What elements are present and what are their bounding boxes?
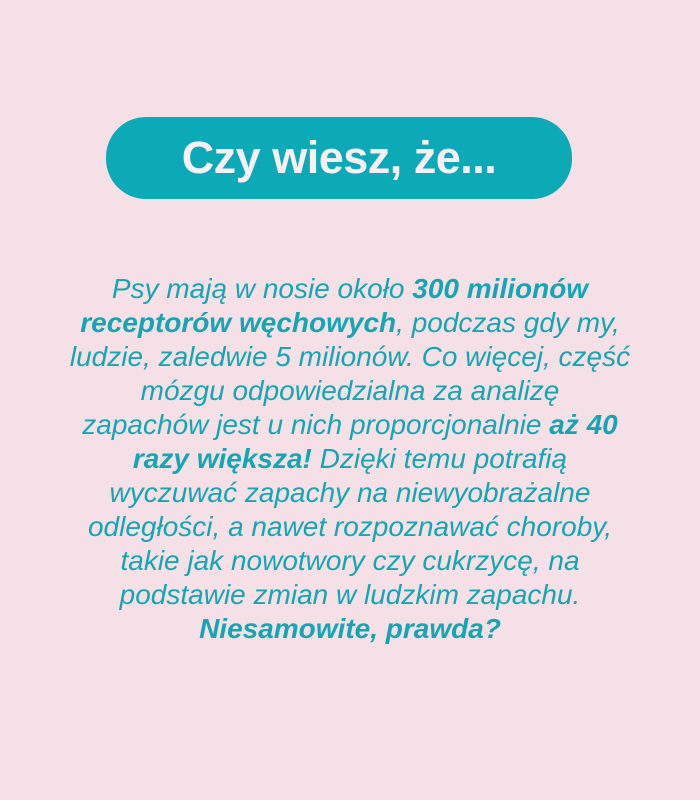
paragraph-line	[0, 374, 700, 408]
paragraph-segment: podstawie zmian w ludzkim zapachu.	[119, 579, 581, 610]
paragraph-segment-bold: aż 40	[549, 409, 618, 440]
paragraph-line	[0, 612, 700, 646]
paragraph-segment: wyczuwać zapachy na niewyobrażalne	[109, 477, 591, 508]
paragraph-line	[0, 272, 700, 306]
paragraph-segment: , podczas gdy my,	[396, 307, 620, 338]
paragraph-segment: mózgu odpowiedzialna za analizę	[140, 375, 560, 406]
paragraph-segment-bold: receptorów węchowych	[80, 307, 397, 338]
paragraph-line	[0, 476, 700, 510]
paragraph-line	[0, 578, 700, 612]
paragraph-segment: takie jak nowotwory czy cukrzycę, na	[120, 545, 580, 576]
fact-paragraph	[0, 272, 700, 646]
paragraph-segment-bold: Niesamowite, prawda?	[199, 613, 501, 644]
paragraph-line	[0, 408, 700, 442]
paragraph-line	[0, 306, 700, 340]
paragraph-segment-bold: 300 milionów	[412, 273, 589, 304]
title-badge-label: Czy wiesz, że...	[181, 132, 497, 183]
paragraph-segment-bold: razy większa!	[132, 443, 312, 474]
paragraph-line	[0, 510, 700, 544]
paragraph-segment: zapachów jest u nich proporcjonalnie	[82, 409, 550, 440]
paragraph-segment: Dzięki temu potrafią	[311, 443, 568, 474]
paragraph-line	[0, 544, 700, 578]
paragraph-segment: odległości, a nawet rozpoznawać choroby,	[87, 511, 612, 542]
title-badge	[106, 117, 572, 199]
paragraph-line	[0, 442, 700, 476]
paragraph-line	[0, 340, 700, 374]
paragraph-segment: Psy mają w nosie około	[111, 273, 413, 304]
paragraph-segment: ludzie, zaledwie 5 milionów. Co więcej, część	[69, 341, 631, 372]
